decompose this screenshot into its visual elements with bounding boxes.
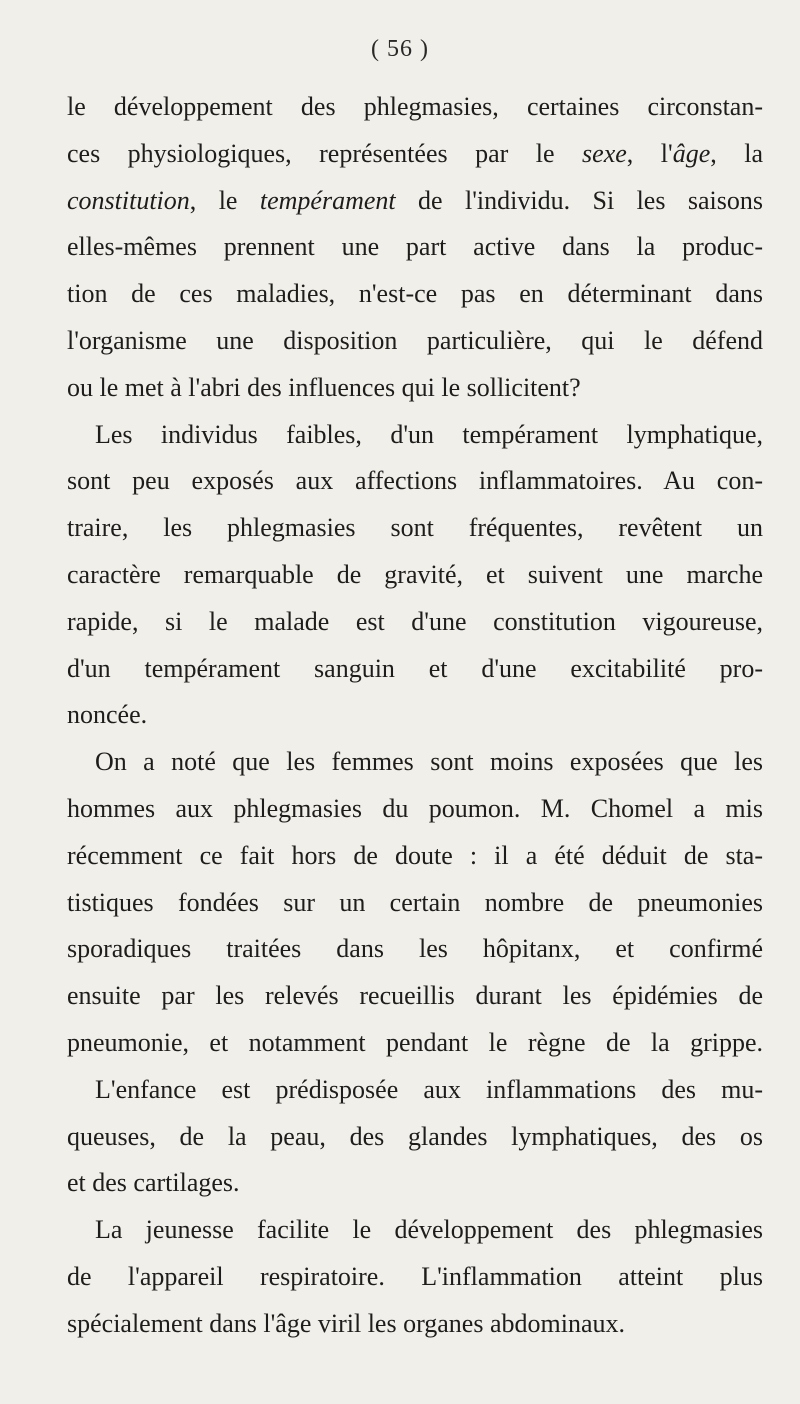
text-segment: ou le met à l'abri des influences qui le sollicitent?	[67, 372, 581, 402]
text-line	[95, 1075, 763, 1105]
text-line	[67, 1309, 625, 1339]
text-line	[67, 326, 763, 356]
text-segment: l'organisme une disposition particulière, qui le défend	[67, 326, 763, 355]
text-line	[67, 700, 147, 730]
text-segment: Les individus faibles, d'un tempérament lymphatique,	[95, 419, 763, 449]
italic-term: tempérament	[259, 185, 396, 215]
italic-term: sexe	[582, 138, 627, 168]
text-line	[67, 92, 763, 122]
text-line	[67, 1122, 763, 1152]
text-line	[67, 841, 763, 871]
text-line	[67, 888, 763, 918]
text-line	[67, 513, 763, 543]
text-segment: caractère remarquable de gravité, et suivent une marche	[67, 560, 763, 589]
text-line	[67, 654, 763, 684]
text-segment: L'enfance est prédisposée aux inflammations des mu-	[95, 1074, 763, 1104]
text-segment: elles-mêmes prennent une part active dans la produc-	[67, 232, 763, 262]
text-segment: d'un tempérament sanguin et d'une excitabilité pro-	[67, 653, 763, 683]
text-segment: sont peu exposés aux affections inflammatoires. Au con-	[67, 466, 763, 496]
text-segment: , la	[710, 138, 763, 168]
page-number: ( 56 )	[371, 36, 429, 62]
text-line	[67, 466, 763, 496]
text-segment: ces physiologiques, représentées par le	[67, 138, 583, 168]
text-segment: le développement des phlegmasies, certaines circonstan-	[67, 92, 763, 121]
italic-term: âge	[672, 138, 711, 168]
text-segment: tistiques fondées sur un certain nombre de pneumonies	[67, 887, 763, 917]
text-segment: tion de ces maladies, n'est-ce pas en déterminant dans	[67, 279, 763, 309]
text-line	[67, 934, 763, 964]
text-line	[67, 981, 763, 1011]
text-segment: spécialement dans l'âge viril les organes abdominaux.	[67, 1308, 625, 1338]
text-segment: sporadiques traitées dans les hôpitanx, et confirmé	[67, 934, 763, 964]
text-line	[67, 1262, 763, 1292]
text-segment: La jeunesse facilite le développement des phlegmasies	[95, 1215, 763, 1245]
text-line	[67, 232, 763, 262]
text-segment: On a noté que les femmes sont moins exposées que les	[95, 747, 763, 777]
text-segment: noncée.	[67, 700, 148, 730]
text-segment: , le	[189, 185, 260, 215]
text-segment: et des cartilages.	[67, 1168, 240, 1198]
text-line	[95, 1215, 763, 1245]
text-line	[67, 373, 581, 403]
text-segment: hommes aux phlegmasies du poumon. M. Chomel a mis	[67, 794, 763, 823]
text-segment: pneumonie, et notamment pendant le règne de la grippe.	[67, 1028, 763, 1057]
text-line	[67, 794, 763, 824]
text-line	[67, 1028, 763, 1058]
text-segment: de l'appareil respiratoire. L'inflammation atteint plus	[67, 1262, 763, 1291]
text-line	[67, 279, 763, 309]
text-line	[67, 560, 763, 590]
text-segment: traire, les phlegmasies sont fréquentes, revêtent un	[67, 513, 763, 543]
italic-term: constitution	[67, 185, 190, 215]
text-segment: , l'	[626, 138, 673, 168]
text-line	[95, 420, 763, 450]
text-line	[67, 139, 763, 169]
text-segment: ensuite par les relevés recueillis durant les épidémies de	[67, 981, 763, 1011]
text-line	[67, 1168, 240, 1198]
text-segment: rapide, si le malade est d'une constitution vigoureuse,	[67, 606, 763, 636]
text-line	[95, 747, 763, 777]
text-segment: queuses, de la peau, des glandes lymphatiques, des os	[67, 1121, 763, 1151]
text-segment: de l'individu. Si les saisons	[395, 185, 763, 215]
text-line	[67, 607, 763, 637]
text-segment: récemment ce fait hors de doute : il a été déduit de sta-	[67, 840, 763, 870]
text-line	[67, 186, 763, 216]
